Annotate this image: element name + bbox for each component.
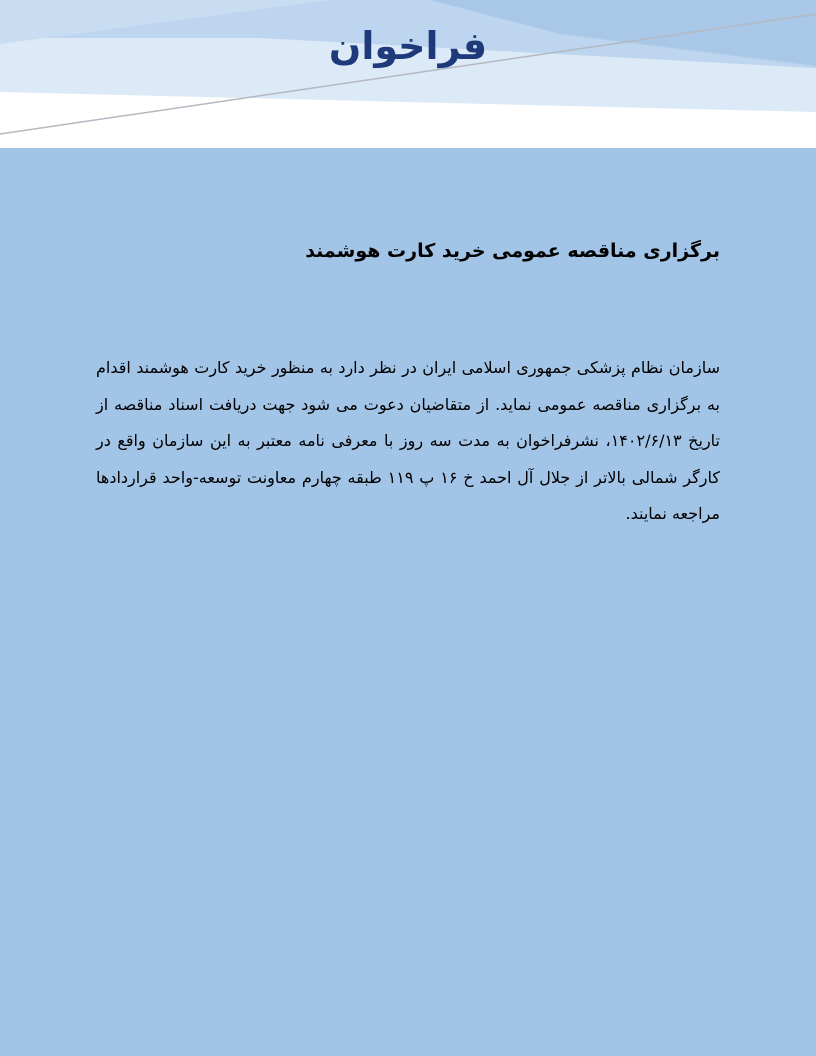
content-area xyxy=(0,148,816,1056)
notice-body: سازمان نظام پزشکی جمهوری اسلامی ایران در نظر دارد به منظور خرید کارت هوشمند اقدام به برگزاری مناقصه عمومی نماید. از متقاضیان دعوت می شود جهت دریافت اسناد مناقصه از تاریخ ۱۴۰۲/۶/۱۳، نشرفراخوان به مدت سه روز با معرفی نامه معتبر به این سازمان واقع در کارگر شمالی بالاتر از جلال آل احمد خ ۱۶ پ ۱۱۹ طبقه چهارم معاونت توسعه-واحد قراردادها مراجعه نمایند. xyxy=(96,358,721,523)
notice-heading: برگزاری مناقصه عمومی خرید کارت هوشمند xyxy=(305,240,720,262)
page-title: فراخوان xyxy=(328,24,488,68)
